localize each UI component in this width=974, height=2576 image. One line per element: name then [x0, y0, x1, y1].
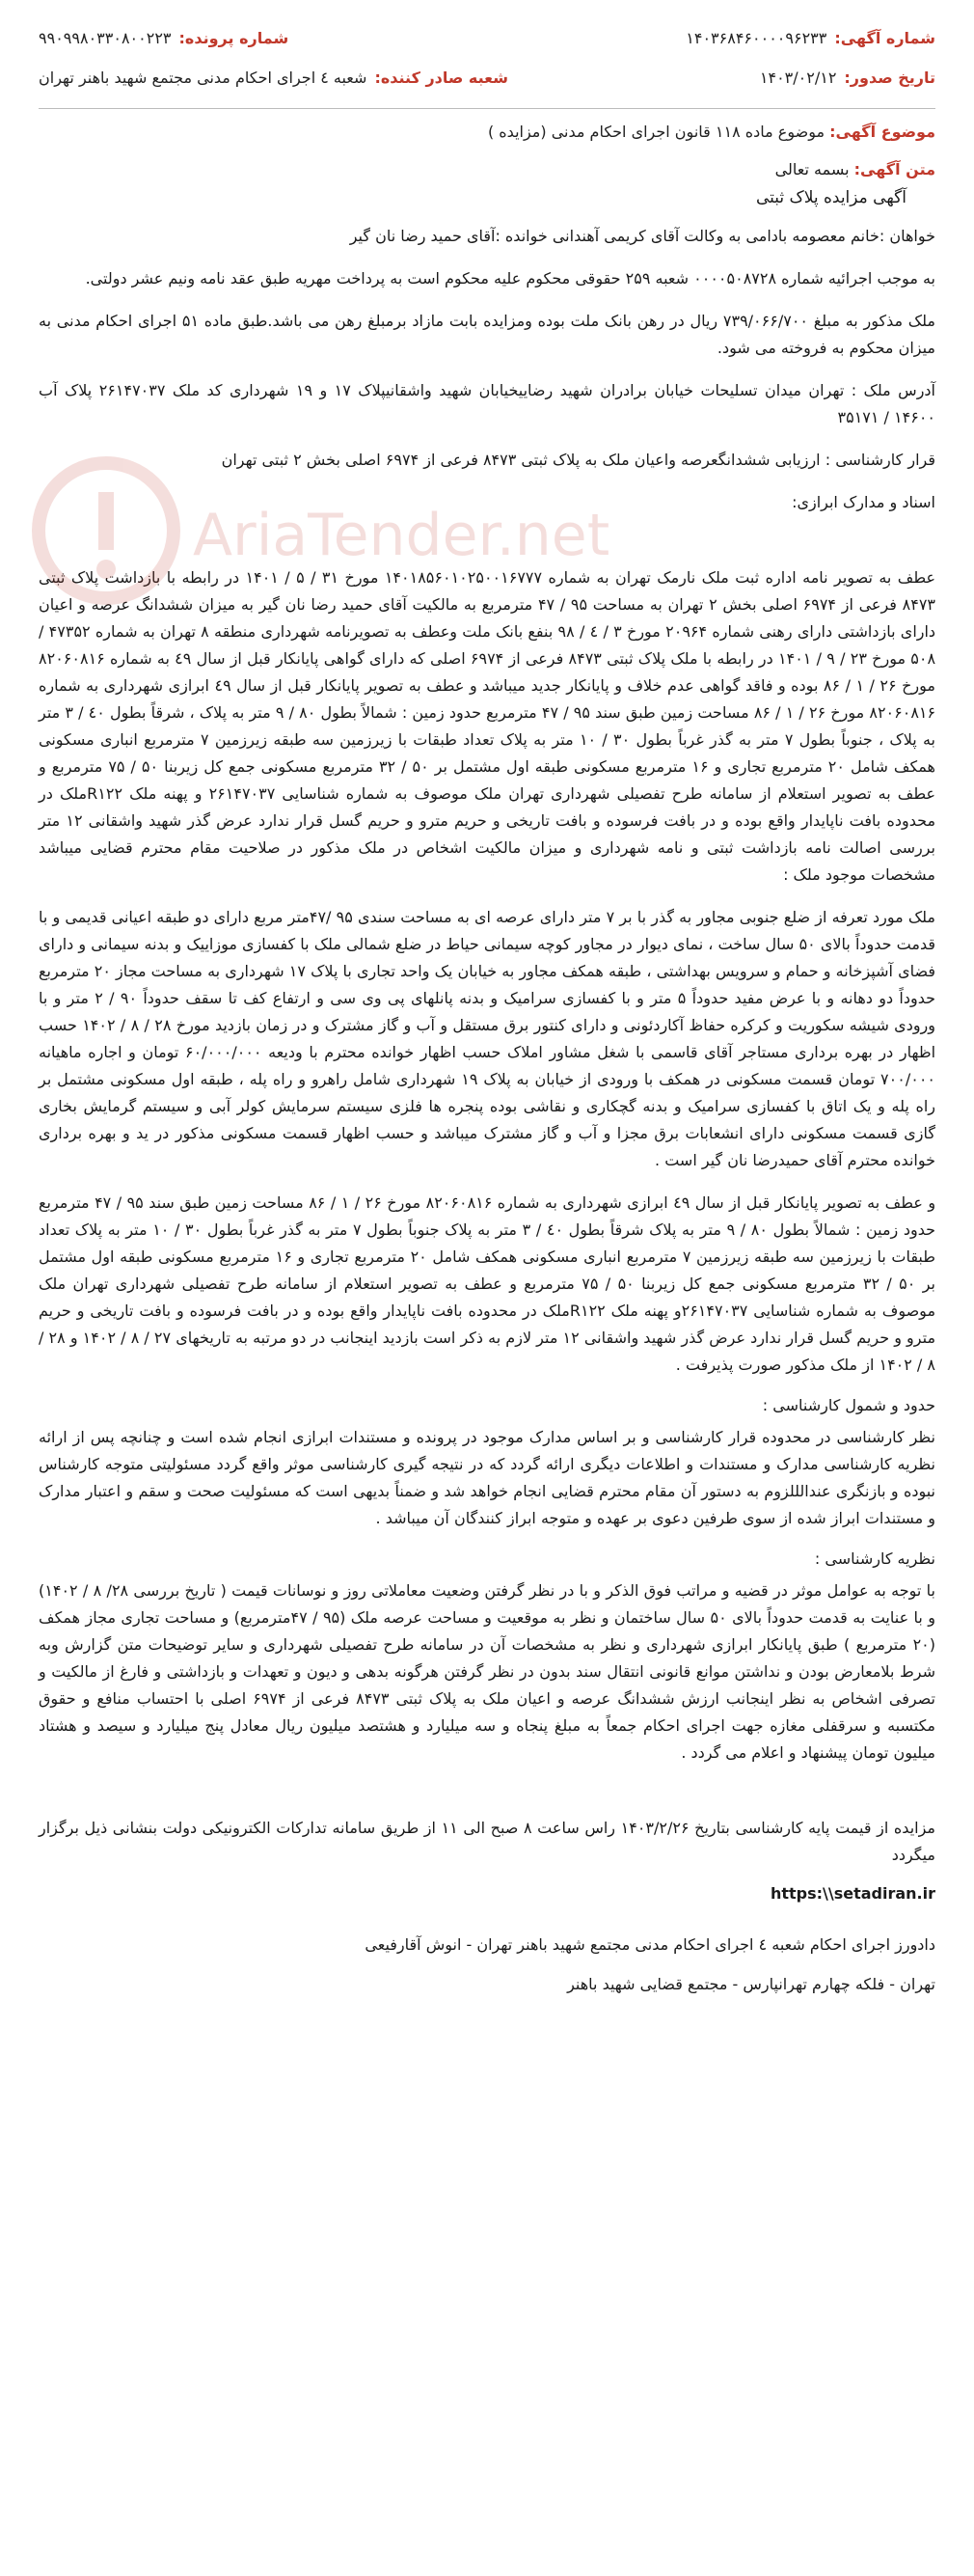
intro-subtitle: آگهی مزایده پلاک ثبتی [755, 188, 906, 207]
case-number-label: شماره پرونده: [178, 29, 289, 47]
paragraph-opinion: با توجه به عوامل موثر در قضیه و مراتب فوق الذکر و با در نظر گرفتن وضعیت معاملاتی روز و نوسانات قیمت ( تاریخ بررسی ۲۸/ ۸ / ۱۴۰۲) و با عنایت به قدمت حدوداً بالای ۵۰ سال ساختمان و نظر به موقعیت و مساحت عرصه ملک (۹۵ / ۴۷مترمربع) و مساحت تجاری مجاز همکف (۲۰ مترمربع ) طبق پایانکار ابرازی شهرداری و نظر به مشخصات آن در سامانه طرح تفصیلی شهرداری و سایر توضیحات متن گزارش وبه شرط بلامعارض بودن و نداشتن موانع قانونی انتقال سند بدون در نظر گرفتن هرگونه بدهی و دیون و تعهدات و بازداشتی و فارغ از مالکیت و تصرفی اشخاص به نظر اینجانب ارزش ششدانگ عرصه و اعیان ملک به پلاک ثبتی ۸۴۷۳ فرعی از ۶۹۷۴ اصلی با احتساب منافع و حقوق مکتسبه و سرقفلی مغازه جهت اجرای احکام جمعاً به مبلغ پنجاه و سه میلیارد و هشتصد میلیون ریال معادل پنج میلیارد و سیصد و هشتاد میلیون تومان پیشنهاد و اعلام می گردد . [39, 1581, 936, 1762]
ad-number-label: شماره آگهی: [834, 29, 935, 47]
paragraph-documents-heading: اسناد و مدارک ابرازی: [792, 493, 935, 511]
issue-date: ۱۴۰۳/۰۲/۱۲ [759, 69, 837, 87]
paragraph-documents: عطف به تصویر نامه اداره ثبت ملک نارمک تهران به شماره ۱۴۰۱۸۵۶۰۱۰۲۵۰۰۱۶۷۷۷ مورخ ۳۱ / ۵ / ۱۴۰۱ در رابطه با بازداشت پلاک ثبتی ۸۴۷۳ فرعی از ۶۹۷۴ اصلی بخش ۲ تهران به مساحت ۹۵ / ۴۷ مترمربع به مالکیت آقای حمید رضا نان گیر به میزان ششدانگ عرصه و اعیان دارای بازداشتی دارای رهنی شماره ۲۰۹۶۴ مورخ ۳ / ٤ / ۹۸ بنفع بانک ملت وعطف به تصویرنامه شهرداری منطقه ۸ تهران به شماره ۴۷۳۵۲ / ۵۰۸ مورخ ۲۳ / ۹ / ۱۴۰۱ در رابطه با ملک پلاک ثبتی ۸۴۷۳ فرعی از ۶۹۷۴ اصلی که دارای گواهی پایانکار قبل از سال ٤۹ به شماره ۸۲۰۶۰۸۱۶ مورخ ۲۶ / ۱ / ۸۶ بوده و فاقد گواهی عدم خلاف و پایانکار جدید میباشد و عطف به تصویر پایانکار قبل از سال ٤۹ ابرازی شهرداری به شماره ۸۲۰۶۰۸۱۶ مورخ ۲۶ / ۱ / ۸۶ مساحت زمین طبق سند ۹۵ / ۴۷ مترمربع حدود زمین : شمالاً بطول ۸۰ / ۹ متر به پلاک ، شرقاً بطول ٤۰ / ۳ متر به پلاک ، جنوباً بطول ۷ متر به گذر غرباً بطول ۳۰ / ۱۰ متر به پلاک تعداد طبقات با زیرزمین سه طبقه زیرزمین ۷ مترمربع انباری مسکونی همکف شامل ۲۰ مترمربع تجاری و ۱۶ مترمربع مسکونی طبقه اول مشتمل بر ۵۰ / ۳۲ مترمربع مسکونی جمع کل زیربنا ۵۰ / ۷۵ مترمربع و عطف به تصویر استعلام از سامانه طرح تفصیلی شهرداری تهران ملک موصوف به شماره شناسایی ۲۶۱۴۷۰۳۷ و پهنه ملک R۱۲۲ملک در محدوده بافت ناپایدار واقع بوده و در بافت فرسوده و بافت تاریخی و حریم مترو و حریم گسل قرار ندارد عرض گذر شهید واشقانی ۱۲ متر بررسی اصالت نامه بازداشت ثبتی و نامه شهرداری و میزان مالکیت اشخاص در ملک مذکور در صلاحیت مقام محترم قضایی میباشد مشخصات موجود ملک : [39, 568, 936, 884]
issuer-label: شعبه صادر کننده: [374, 69, 508, 87]
scope-heading: حدود و شمول کارشناسی : [762, 1396, 935, 1414]
issue-date-block [760, 69, 935, 87]
intro-title: بسمه تعالی [774, 160, 850, 178]
header-divider [39, 108, 935, 109]
case-number-block [39, 29, 288, 47]
paragraph-visit: ملک مورد تعرفه از ضلع جنوبی مجاور به گذر با بر ۷ متر دارای عرصه ای به مساحت سندی ۹۵ /۴۷متر مربع دارای دو طبقه اعیانی قدیمی و با قدمت حدوداً بالای ۵۰ سال ساخت ، نمای دیوار در مجاور کوچه سیمانی حیاط در ضلع شمالی ملک با کفسازی موزاییک و بدنه سیمانی و دارای فضای آشپزخانه و حمام و سرویس بهداشتی ، طبقه همکف مجاور به خیابان یک واحد تجاری با پلاک ۱۷ شهرداری به مساحت مجاز ۲۰ مترمربع حدوداً دو دهانه و با عرض مفید حدوداً ۵ متر و با کفسازی سرامیک و بدنه پانلهای پی وی سی و ارتفاع کف تا سقف حدوداً ۹۰ / ۲ متر و با ورودی شیشه سکوریت و کرکره حفاظ آکاردئونی و دارای کنتور برق مستقل و آب و گاز مشترک و در زمان بازدید مورخ ۲۸ / ۸ / ۱۴۰۲ حسب اظهار در بهره برداری مستاجر آقای قاسمی با شغل مشاور املاک حسب اظهار خوانده محترم با ودیعه ۶۰/۰۰۰/۰۰۰ تومان و اجاره ماهیانه ۷۰۰/۰۰۰ تومان قسمت مسکونی در همکف با ورودی از خیابان به پلاک ۱۹ شهرداری شامل راهرو و راه پله ، طبقه اول مسکونی مشتمل بر راه پله و یک اتاق با کفسازی سرامیک و بدنه گچکاری و نقاشی بوده پنجره ها فلزی سیستم سرمایش کولر آبی و سیستم گرمایش بخاری گازی قسمت مسکونی دارای انشعابات برق مجزا و آب و گاز مشترک میباشد و حسب اظهار قسمت مسکونی مذکور در ید و بهره برداری خوانده محترم آقای حمیدرضا نان گیر است . [39, 908, 936, 1169]
header-row-1 [39, 29, 935, 47]
watermark-text: AriaTender.net [193, 502, 610, 569]
topic-label: موضوع آگهی: [829, 123, 935, 141]
topic-row [39, 123, 935, 141]
paragraph-auction: مزایده از قیمت پایه کارشناسی بتاریخ ۱۴۰۳/۲/۲۶ راس ساعت ۸ صبح الی ۱۱ از طریق سامانه تدارکات الکترونیکی دولت بنشانی ذیل برگزار میگردد [39, 1819, 935, 1864]
header-row-2 [39, 69, 935, 87]
body-label-row [39, 160, 935, 178]
ad-number-block [686, 29, 935, 47]
ad-number: ۱۴۰۳۶۸۴۶۰۰۰۰۹۶۲۳۳ [686, 29, 827, 47]
opinion-heading: نظریه کارشناسی : [814, 1549, 935, 1568]
parties: خواهان :خانم معصومه بادامی به وکالت آقای کریمی آهندانی خوانده :آقای حمید رضا نان گیر [349, 227, 935, 245]
footer-address: تهران - فلکه چهارم تهرانپارس - مجتمع قضایی شهید باهنر [567, 1975, 935, 1993]
paragraph-mortgage: ملک مذکور به مبلغ ۷۳۹/۰۶۶/۷۰۰ ریال در رهن بانک ملت بوده ومزایده بابت مازاد برمبلغ رهن می باشد.طبق ماده ۵۱ اجرای احکام مدنی به میزان محکوم به فروخته می شود. [39, 312, 935, 357]
issue-date-label: تاریخ صدور: [844, 69, 935, 87]
paragraph-address: آدرس ملک : تهران میدان تسلیحات خیابان برادران شهید رضاییخیابان شهید واشقانیپلاک ۱۷ و ۱۹ شهرداری کد ملک ۲۶۱۴۷۰۳۷ پلاک آب ۱۴۶۰۰ / ۳۵۱۷۱ [39, 381, 935, 426]
body-label: متن آگهی: [853, 160, 935, 178]
paragraph-execution: به موجب اجرائیه شماره ۰۰۰۰۵۰۸۷۲۸ شعبه ۲۵۹ حقوقی محکوم علیه محکوم است به پرداخت مهریه طبق عقد نامه ونیم عشر دولتی. [85, 269, 935, 288]
footer-signer: دادورز اجرای احکام شعبه ٤ اجرای احکام مدنی مجتمع شهید باهنر تهران - انوش آقارفیعی [365, 1935, 935, 1954]
paragraph-area: و عطف به تصویر پایانکار قبل از سال ٤۹ ابرازی شهرداری به شماره ۸۲۰۶۰۸۱۶ مورخ ۲۶ / ۱ / ۸۶ مساحت زمین طبق سند ۹۵ / ۴۷ مترمربع حدود زمین : شمالاً بطول ۸۰ / ۹ متر به پلاک شرقاً بطول ٤۰ / ۳ متر به پلاک جنوباً بطول ۷ متر به گذر غرباً بطول ۳۰ / ۱۰ متر به پلاک تعداد طبقات با زیرزمین سه طبقه زیرزمین ۷ مترمربع انباری مسکونی همکف شامل ۲۰ مترمربع تجاری و ۱۶ مترمربع مسکونی طبقه اول مشتمل بر ۵۰ / ۳۲ مترمربع مسکونی جمع کل زیربنا ۵۰ / ۷۵ مترمربع و عطف به تصویر استعلام از سامانه طرح تفصیلی شهرداری تهران ملک موصوف به شماره شناسایی ۲۶۱۴۷۰۳۷و پهنه ملک R۱۲۲ملک در محدوده بافت ناپایدار واقع بوده و در بافت فرسوده و بافت تاریخی و حریم مترو و حریم گسل قرار ندارد عرض گذر شهید واشقانی ۱۲ متر لازم به ذکر است بازدید اینجانب در دو مرتبه به تاریخهای ۲۷ / ۸ / ۱۴۰۲ و ۲۸ / ۸ / ۱۴۰۲ از ملک مذکور صورت پذیرفت . [39, 1193, 936, 1374]
paragraph-scope: نظر کارشناسی در محدوده قرار کارشناسی و بر اساس مدارک موجود در پرونده و مستندات ابرازی انجام شده است و چنانچه پس از ارائه نظریه کارشناسی مدارک و مستندات و اطلاعات دیگری ارائه گردد که در نتیجه گیری کارشناسی موثر واقع گردد مسئولیتی متوجه کارشناس نبوده و بازنگری عندالللزوم به دستور آن مقام محترم قضایی انجام خواهد شد و ضمناً بدیهی است که مسئولیت صحت و سقم و اعتبار مدارک و مستندات ابراز شده از سوی طرفین دعوی بر عهده و متوجه ابراز کنندگان آن میباشد . [39, 1428, 935, 1527]
paragraph-expert-order: قرار کارشناسی : ارزیابی ششدانگعرصه واعیان ملک به پلاک ثبتی ۸۴۷۳ فرعی از ۶۹۷۴ اصلی بخش ۲ ثبتی تهران [221, 451, 935, 469]
issuer-block [39, 69, 508, 87]
topic: موضوع ماده ۱۱۸ قانون اجرای احکام مدنی (مزایده ) [487, 123, 825, 141]
issuer: شعبه ٤ اجرای احکام مدنی مجتمع شهید باهنر تهران [39, 69, 367, 87]
setad-url[interactable]: https:\\setadiran.ir [770, 1884, 935, 1903]
case-number: ۹۹۰۹۹۸۰۳۳۰۸۰۰۲۲۳ [39, 29, 172, 47]
